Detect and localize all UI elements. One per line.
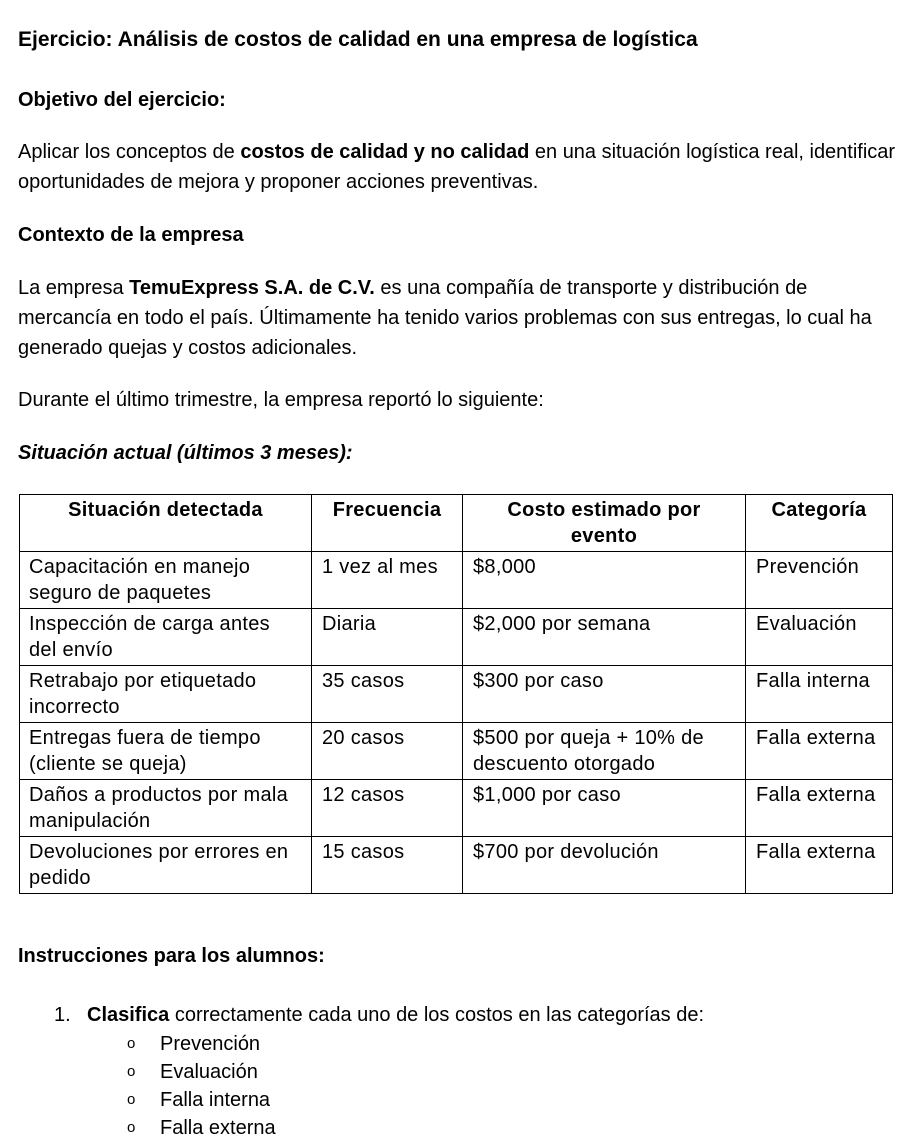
category-list-item [87,1030,910,1058]
categoria-cell: Falla interna [746,666,893,723]
instrucciones-heading: Instrucciones para los alumnos: [18,945,325,967]
table-row [20,552,893,609]
table-header-row [20,495,893,552]
category-label: Falla interna [160,1089,271,1111]
categoria-cell: Prevención [746,552,893,609]
table-row [20,780,893,837]
table-row [20,609,893,666]
table-row [20,837,893,894]
contexto-text-after: es una compañía de transporte y distribución de mercancía en todo el país. Últimamente ha tenido varios problemas con sus entregas, lo cual ha generado quejas y costos adicionales. [18,277,872,359]
categoria-cell: Evaluación [746,609,893,666]
frecuencia-cell: 1 vez al mes [312,552,463,609]
situacion-cell: Capacitación en manejo seguro de paquetes [20,552,312,609]
contexto-paragraph [18,273,898,363]
instruction-text: correctamente cada uno de los costos en las categorías de: [169,1004,705,1026]
table-body [20,552,893,894]
objetivo-text-before: Aplicar los conceptos de [18,141,241,163]
reporte-paragraph: Durante el último trimestre, la empresa reportó lo siguiente: [18,389,544,411]
circle-bullet-icon: o [127,1035,136,1052]
costo-cell: $300 por caso [463,666,746,723]
column-header: Frecuencia [312,495,463,552]
situacion-heading: Situación actual (últimos 3 meses): [18,442,353,464]
frecuencia-cell: 35 casos [312,666,463,723]
contexto-heading: Contexto de la empresa [18,224,244,246]
category-label: Falla externa [160,1117,276,1139]
situacion-cell: Daños a productos por mala manipulación [20,780,312,837]
table-row [20,723,893,780]
instruction-bold: Clasifica [87,1004,170,1026]
instructions-list [0,1000,910,1142]
frecuencia-cell: 20 casos [312,723,463,780]
categoria-cell: Falla externa [746,837,893,894]
table-row [20,666,893,723]
company-name: TemuExpress S.A. de C.V. [129,277,375,299]
column-header: Situación detectada [20,495,312,552]
costo-cell: $1,000 por caso [463,780,746,837]
circle-bullet-icon: o [127,1091,136,1108]
instruction-item [0,1000,910,1030]
instruction-number: 1. [54,1004,71,1026]
column-header: Costo estimado por evento [463,495,746,552]
categoria-cell: Falla externa [746,780,893,837]
costo-cell: $8,000 [463,552,746,609]
contexto-text-before: La empresa [18,277,130,299]
costo-cell: $700 por devolución [463,837,746,894]
objetivo-paragraph [18,137,898,197]
column-header: Categoría [746,495,893,552]
category-label: Evaluación [160,1061,258,1083]
document-title: Ejercicio: Análisis de costos de calidad en una empresa de logística [18,28,698,51]
situacion-cell: Entregas fuera de tiempo (cliente se queja) [20,723,312,780]
frecuencia-cell: 15 casos [312,837,463,894]
frecuencia-cell: 12 casos [312,780,463,837]
category-list-item [87,1058,910,1086]
category-list-item [87,1114,910,1142]
situacion-cell: Inspección de carga antes del envío [20,609,312,666]
objetivo-text-bold: costos de calidad y no calidad [240,141,530,163]
circle-bullet-icon: o [127,1063,136,1080]
category-list-item [87,1086,910,1114]
costs-table [19,494,893,894]
situacion-cell: Retrabajo por etiquetado incorrecto [20,666,312,723]
categoria-cell: Falla externa [746,723,893,780]
costo-cell: $500 por queja + 10% de descuento otorgado [463,723,746,780]
objetivo-heading: Objetivo del ejercicio: [18,89,226,111]
costo-cell: $2,000 por semana [463,609,746,666]
category-sublist [0,1030,910,1142]
category-label: Prevención [160,1033,261,1055]
situacion-cell: Devoluciones por errores en pedido [20,837,312,894]
circle-bullet-icon: o [127,1119,136,1136]
objetivo-text-after: en una situación logística real, identificar oportunidades de mejora y proponer acciones preventivas. [18,141,896,193]
frecuencia-cell: Diaria [312,609,463,666]
instruction-sublist-wrapper [0,1030,910,1142]
